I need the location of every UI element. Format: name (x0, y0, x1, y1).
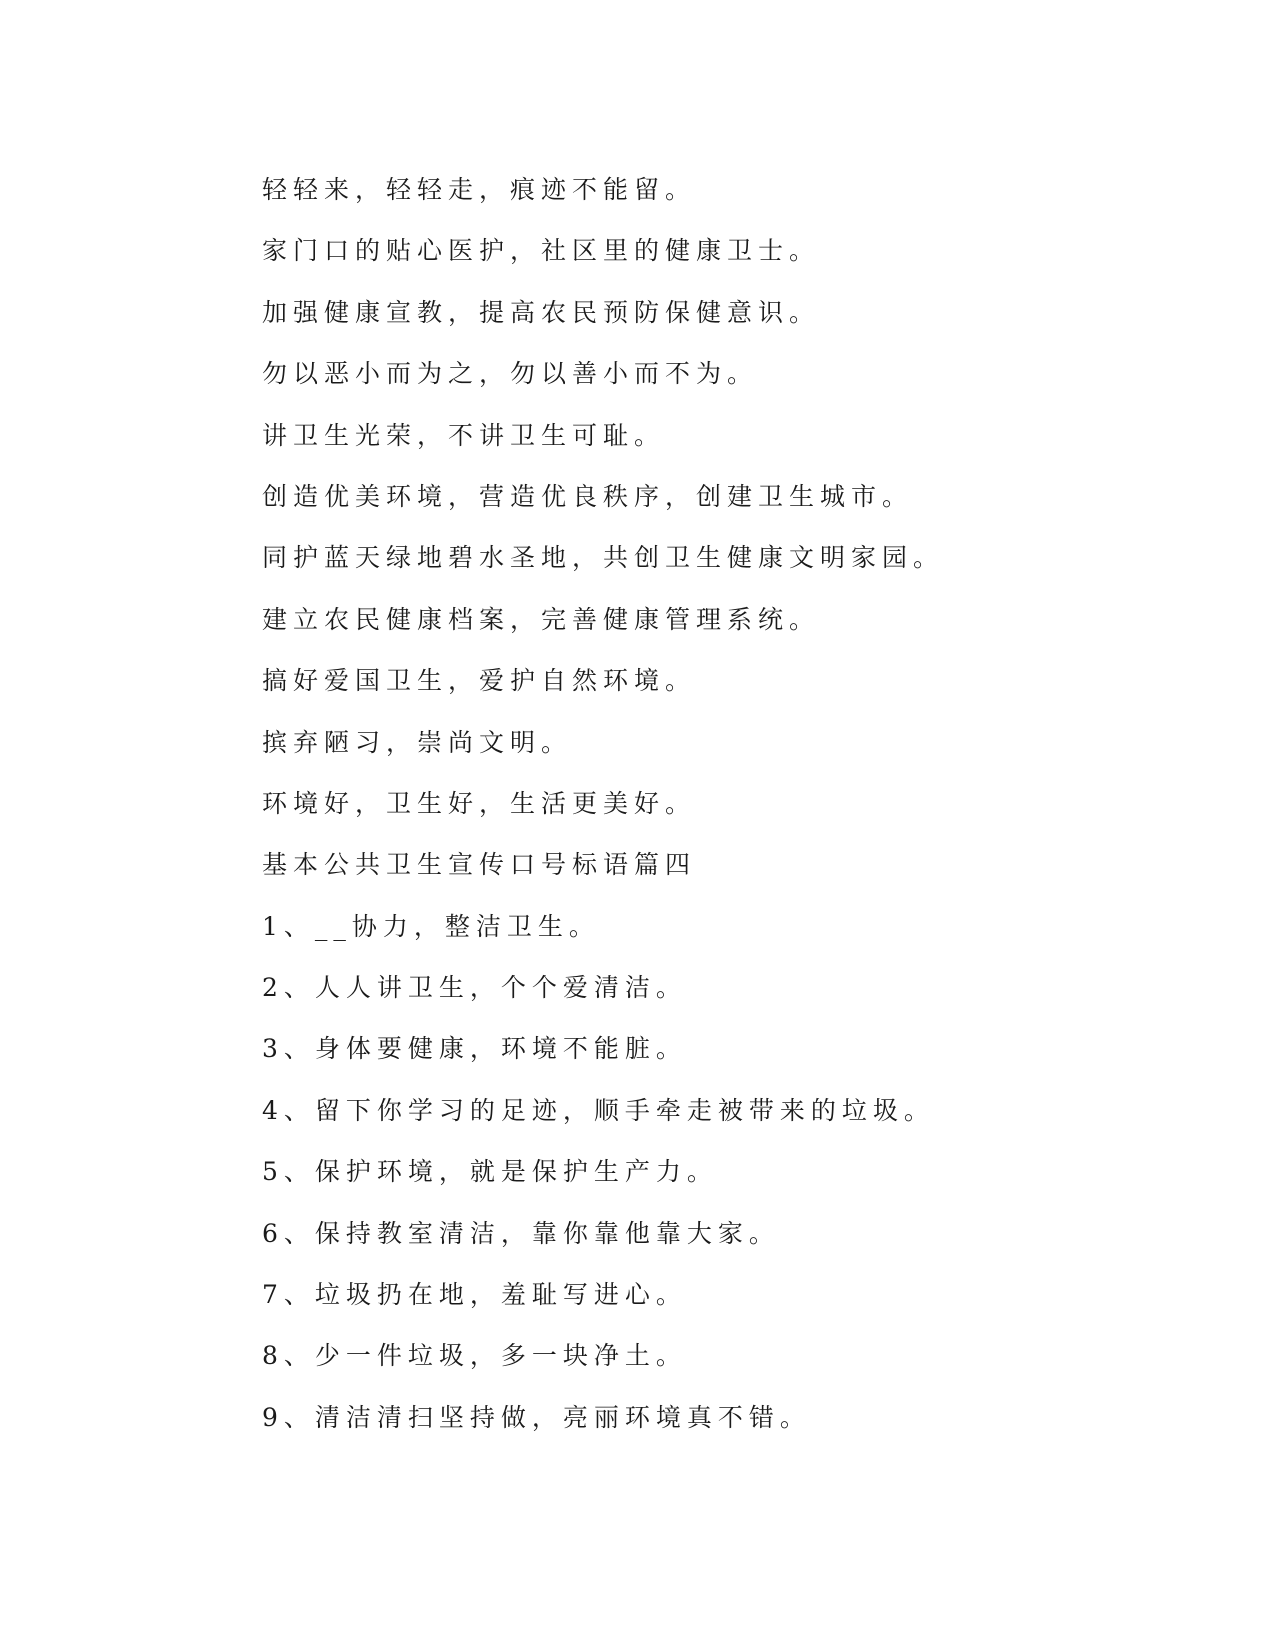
list-item: 3、身体要健康，环境不能脏。 (262, 1034, 687, 1064)
text-line: 建立农民健康档案，完善健康管理系统。 (262, 604, 821, 634)
text-line: 轻轻来，轻轻走，痕迹不能留。 (262, 175, 697, 204)
text-line: 同护蓝天绿地碧水圣地，共创卫生健康文明家园。 (262, 543, 945, 573)
document-body (262, 166, 1142, 1455)
text-line: 家门口的贴心医护，社区里的健康卫士。 (262, 236, 821, 266)
list-item: 7、垃圾扔在地，羞耻写进心。 (262, 1280, 687, 1310)
list-item: 8、少一件垃圾，多一块净土。 (262, 1341, 687, 1371)
text-line: 讲卫生光荣，不讲卫生可耻。 (262, 420, 666, 450)
list-item: 4、留下你学习的足迹，顺手牵走被带来的垃圾。 (262, 1095, 935, 1125)
section-heading: 基本公共卫生宣传口号标语篇四 (262, 850, 697, 880)
list-item: 6、保持教室清洁，靠你靠他靠大家。 (262, 1218, 780, 1248)
text-line: 摈弃陋习，崇尚文明。 (262, 727, 573, 757)
list-item: 1、__协力，整洁卫生。 (262, 911, 600, 941)
text-line: 勿以恶小而为之，勿以善小而不为。 (262, 359, 759, 389)
text-line: 环境好，卫生好，生活更美好。 (262, 788, 697, 818)
text-line: 创造优美环境，营造优良秩序，创建卫生城市。 (262, 481, 914, 511)
list-item: 5、保护环境，就是保护生产力。 (262, 1157, 718, 1187)
text-line: 搞好爱国卫生，爱护自然环境。 (262, 666, 697, 696)
text-line: 加强健康宣教，提高农民预防保健意识。 (262, 297, 821, 327)
list-item: 9、清洁清扫坚持做，亮丽环境真不错。 (262, 1402, 811, 1432)
list-item: 2、人人讲卫生，个个爱清洁。 (262, 973, 687, 1003)
